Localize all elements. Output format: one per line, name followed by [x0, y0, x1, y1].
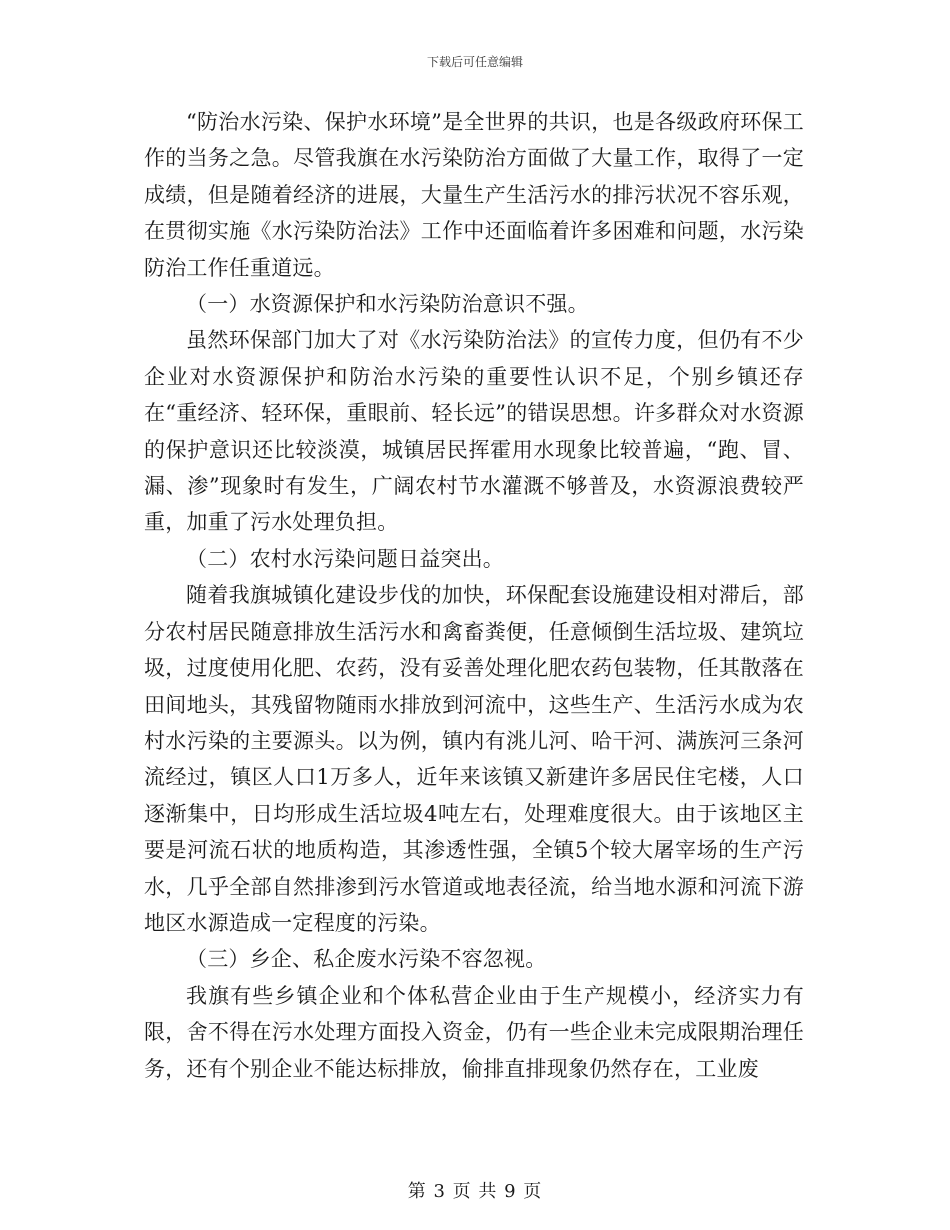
section-heading-1: （一）水资源保护和水污染防治意识不强。: [186, 292, 589, 317]
paragraph-section-3: 我旗有些乡镇企业和个体私营企业由于生产规模小，经济实力有限，舍不得在污水处理方面投入资金，仍有一些企业未完成限期治理任务，还有个别企业不能达标排放，偷排直排现象仍然存在，工业废: [144, 983, 804, 1081]
document-body: [144, 104, 804, 1087]
section-heading-2: （二）农村水污染问题日益突出。: [186, 546, 504, 571]
paragraph-section-1: 虽然环保部门加大了对《水污染防治法》的宣传力度，但仍有不少企业对水资源保护和防治水污染的重要性认识不足，个别乡镇还存在“重经济、轻环保，重眼前、轻长远”的错误思想。许多群众对水资源的保护意识还比较淡漠，城镇居民挥霍用水现象比较普遍，“跑、冒、漏、渗”现象时有发生，广阔农村节水灌溉不够普及，水资源浪费较严重，加重了污水处理负担。: [144, 328, 804, 535]
section-heading-3: （三）乡企、私企废水污染不容忽视。: [186, 947, 547, 972]
page-footer: 第 3 页 共 9 页: [407, 1181, 543, 1202]
paragraph-intro: “防治水污染、保护水环境”是全世界的共识，也是各级政府环保工作的当务之急。尽管我旗在水污染防治方面做了大量工作，取得了一定成绩，但是随着经济的进展，大量生产生活污水的排污状况不容乐观，在贯彻实施《水污染防治法》工作中还面临着许多困难和问题，水污染防治工作任重道远。: [144, 110, 804, 280]
page-header: 下载后可任意编辑: [426, 55, 523, 69]
paragraph-section-2: 随着我旗城镇化建设步伐的加快，环保配套设施建设相对滞后，部分农村居民随意排放生活污水和禽畜粪便，任意倾倒生活垃圾、建筑垃圾，过度使用化肥、农药，没有妥善处理化肥农药包装物，任其散落在田间地头，其残留物随雨水排放到河流中，这些生产、生活污水成为农村水污染的主要源头。以为例，镇内有洮儿河、哈干河、满族河三条河流经过，镇区人口1万多人，近年来该镇又新建许多居民住宅楼，人口逐渐集中，日均形成生活垃圾4吨左右，处理难度很大。由于该地区主要是河流石状的地质构造，其渗透性强，全镇5个较大屠宰场的生产污水，几乎全部自然排渗到污水管道或地表径流，给当地水源和河流下游地区水源造成一定程度的污染。: [144, 583, 804, 935]
